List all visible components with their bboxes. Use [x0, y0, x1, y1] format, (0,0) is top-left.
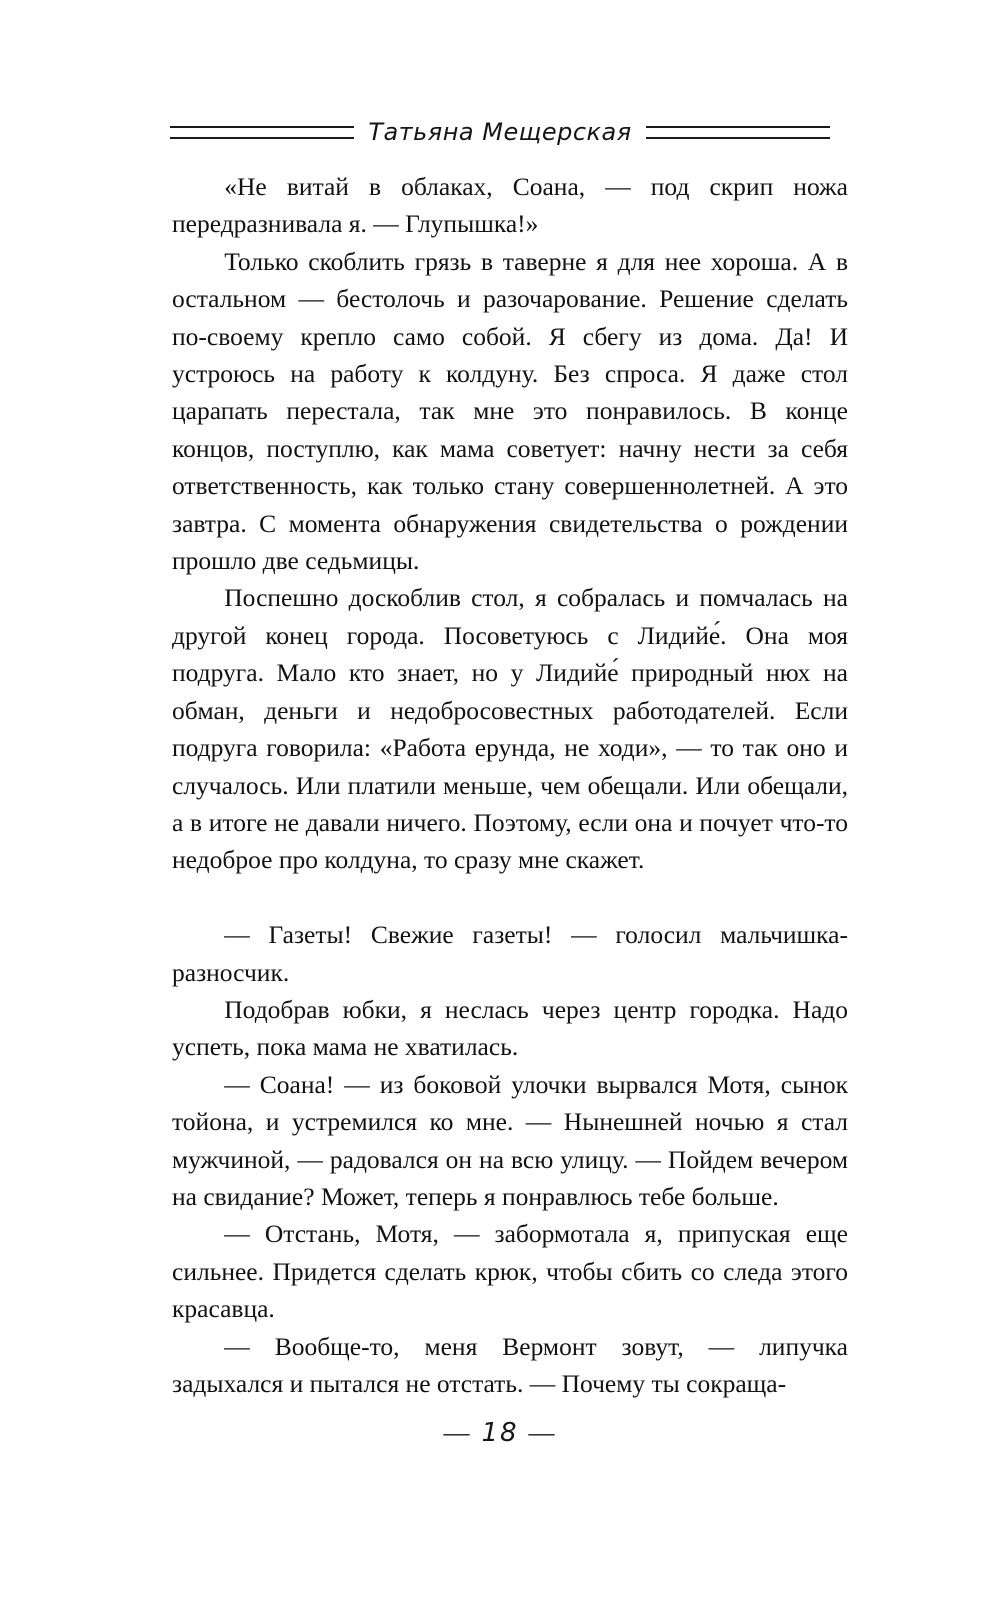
paragraph: Подобрав юбки, я неслась через центр городка. Надо успеть, пока мама не хватилась.: [172, 994, 848, 1062]
folio-dash-left: —: [443, 1418, 472, 1447]
paragraph-break: [172, 879, 848, 916]
paragraph: Только скоблить грязь в таверне я для нее хороша. А в остальном — бестолочь и разочарование. Решение сделать по-своему крепло само собой. Я сбегу из дома. Да! И устроюсь на работу к колдуну. Без спроса. Я даже стол царапать перестала, так мне это понравилось. В конце концов, поступлю, как мама советует: начну нести за себя ответственность, как только стану совершеннолетней. А это завтра. С момента обнаружения свидетельства о рождении прошло две седьмицы.: [172, 246, 848, 576]
running-head: [170, 112, 830, 152]
paragraph: — Соана! — из боковой улочки вырвался Мотя, сынок тойона, и устремился ко мне. — Нынешней ночью я стал мужчиной, — радовался он на всю улицу. — Пойдем вечером на свидание? Может, теперь я понравлюсь тебе больше.: [172, 1069, 848, 1211]
paragraph: — Вообще-то, меня Вермонт зовут, — липучка задыхался и пытался не отстать. — Почему ты сокраща-: [172, 1331, 848, 1398]
running-head-author: Татьяна Мещерская: [368, 118, 632, 146]
page-folio: [0, 1418, 1000, 1448]
paragraph: — Газеты! Свежие газеты! — голосил мальчишка-разносчик.: [172, 920, 848, 987]
running-head-rule-right: [646, 126, 830, 139]
paragraph: «Не витай в облаках, Соана, — под скрип ножа передразнивала я. — Глупышка!»: [172, 172, 848, 239]
paragraph: — Отстань, Мотя, — забормотала я, припуская еще сильнее. Придется сделать крюк, чтобы сбить со следа этого красавца.: [172, 1219, 848, 1324]
running-head-rule-left: [170, 126, 354, 139]
folio-number: 18: [481, 1418, 519, 1448]
folio-dash-right: —: [528, 1418, 557, 1447]
page-body: [172, 168, 848, 1402]
paragraph: Поспешно доскоблив стол, я собралась и помчалась на другой конец города. Посоветуюсь с Лидийе́. Она моя подруга. Мало кто знает, но у Лидийе́ природный нюх на обман, деньги и недобросовестных работодателей. Если подруга говорила: «Работа ерунда, не ходи», — то так оно и случалось. Или платили меньше, чем обещали. Или обещали, а в итоге не давали ничего. Поэтому, если она и почует что-то недоброе про колдуна, то сразу мне скажет.: [172, 583, 848, 875]
